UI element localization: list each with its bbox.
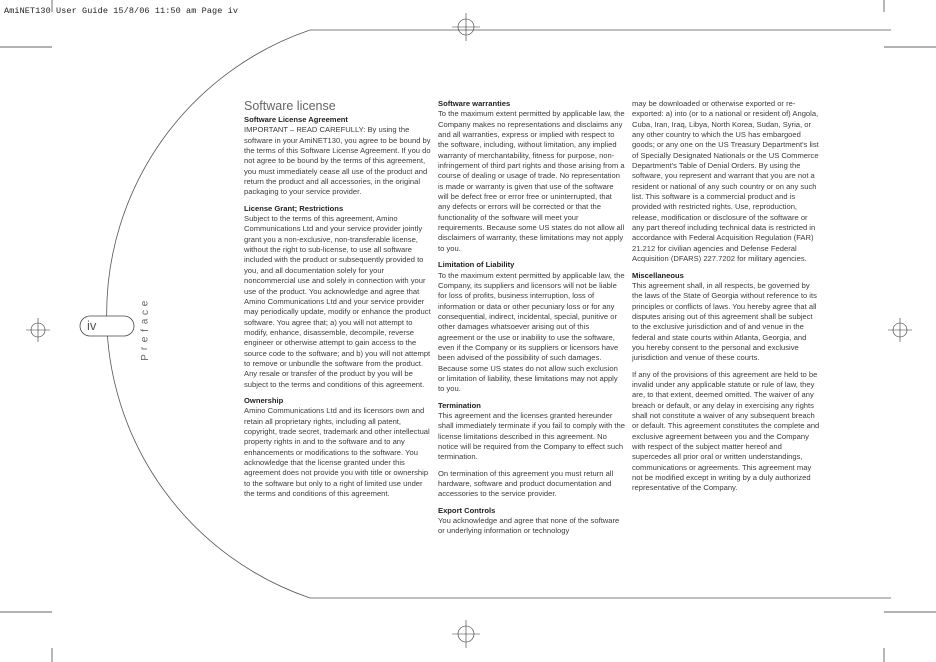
registration-target-left — [26, 318, 50, 342]
column-3 — [632, 99, 820, 500]
warranties-heading: Software warranties — [438, 99, 511, 108]
export-body-continued: may be downloaded or otherwise exported or re-exported: a) into (or to a national or resident of) Angola, Cuba, Iran, Iraq, Libya, North Korea, Sudan, Syria, or any other country to which the US has embargoed goods; or any one on the US Treasury Department's list of Specially Designated Nationals or the US Commerce Department's Table of Denial Orders. By using the software, you represent and warrant that you are not a resident or national of any such country or on any such list. This software is a commercial product and is provided with restricted rights. Use, reproduction, release, modification or disclosure of the software or any part thereof including technical data is restricted in accordance with Federal Acquisition Regulation (FAR) 21.212 for civilian agencies and Defense Federal Acquisition (DFARS) 227.7202 for military agencies. — [632, 99, 819, 264]
section-label-letter: e — [139, 336, 151, 343]
registration-target-bottom — [452, 620, 480, 648]
warranties-body: To the maximum extent permitted by applicable law, the Company makes no representations and disclaims any and all warranties, express or implied with respect to the software, including, without limitation, any implied warranty of merchantability, fitness for purpose, non-infringement of third part rights and those arising from a course of dealing or usage of trade. No representation is made or warranty is given that use of the software will be defect free or error free or uninterrupted, that any defects or errors will be corrected or that the functionality of the software will meet your requirements. Because some US states do not allow all disclaimers of warranty, these limitations may not apply to you. — [438, 109, 625, 253]
section-label-letter: P — [139, 354, 151, 361]
column-1 — [244, 99, 432, 505]
export-heading: Export Controls — [438, 505, 496, 515]
liability-heading: Limitation of Liability — [438, 260, 515, 270]
ownership-heading: Ownership — [244, 395, 284, 405]
ownership-body: Amino Communications Ltd and its licensors own and retain all proprietary rights, including all patent, copyright, trade secret, trademark and other intellectual property rights in and to the software and to any enhancements or modifications to the software. You acknowledge that the license granted under this agreement does not provide you with title or ownership to the software but only to a right of limited use under the terms and conditions of this agreement. — [244, 406, 430, 499]
termination-body-2: On termination of this agreement you must return all hardware, software and product documentation and accessories to the service provider. — [438, 468, 614, 499]
section-label-letter: c — [139, 310, 151, 315]
liability-body: To the maximum extent permitted by applicable law, the Company, its suppliers and licensors will not be liable for loss of profits, business interruption, loss of information or data or other pecuniary loss or for any consequential, indirect, incidental, special, punitive or other damages whatsoever arising out of this agreement or the use or inability to use the software, even if the Company or its suppliers or licensors have been advised of the possibility of such damages. Because some US states do not allow such exclusion or limitation of liability, these limitations may not apply to you. — [438, 270, 625, 394]
registration-target-top — [452, 13, 480, 41]
export-body-start: You acknowledge and agree that none of the software or underlying information or technology — [438, 516, 620, 536]
section-label-vertical — [138, 298, 152, 362]
section-label-letter: r — [139, 346, 151, 351]
license-heading: License Grant; Restrictions — [244, 203, 344, 213]
section-label-letter: f — [139, 329, 151, 332]
column-2 — [438, 99, 626, 543]
print-slug: AmiNET130 User Guide 15/8/06 11:50 am Page iv — [4, 6, 239, 16]
misc-body-1: This agreement shall, in all respects, be governed by the laws of the State of Georgia without reference to its principles or conflicts of laws. You hereby agree that all disputes arising out of this agreement shall be subject to the exclusive jurisdiction and of and venue in the federal and state courts within Atlanta, Georgia, and you hereby consent to the personal and exclusive jurisdiction and venue of these courts. — [632, 280, 817, 363]
page-number: iv — [87, 318, 97, 333]
termination-heading: Termination — [438, 400, 481, 410]
agreement-body: IMPORTANT – READ CAREFULLY: By using the software in your AmiNET130, you agree to be bound by the terms of this Software License Agreement. If you do not agree to be bound by the terms of this agreement, you must immediately cease all use of the product and return the product and all accessories, in the original packaging to your service provider. — [244, 125, 431, 197]
misc-body-2: If any of the provisions of this agreement are held to be invalid under any applicable statute or rule of law, they are, to that extent, deemed omitted. The waiver of any breach or default, or any delay in exercising any rights shall not constitute a waiver of any subsequent breach or default. This agreement constitutes the complete and exclusive agreement between you and the Company with respect of the subject matter hereof and supercedes all prior oral or written understandings, communications or agreements. This agreement may not be modified except in writing by a duly authorized representative of the Company. — [632, 369, 820, 493]
misc-heading: Miscellaneous — [632, 270, 684, 280]
license-body: Subject to the terms of this agreement, Amino Communications Ltd and your service provider jointly grant you a non-exclusive, non-transferable license, without the right to sub-license, to use all software included with the product or subsequently provided to you, and all documentation solely for your noncommercial use and solely in connection with your use of the product. You acknowledge and agree that Amino Communications Ltd and your service provider may periodically update, modify or enhance the product software. You agree that; a) you will not attempt to modify, enhance, disassemble, decompile, reverse engineer or otherwise attempt to gain access to the source code to the software; and b) you will not attempt to remove or unbundle the software from the product. Any resale or transfer of the product by you will be subject to the terms and conditions of this agreement. — [244, 214, 431, 389]
page-title: Software license — [244, 99, 336, 113]
section-label-letter: e — [139, 300, 151, 307]
registration-target-right — [888, 318, 912, 342]
termination-body-1: This agreement and the licenses granted hereunder shall immediately terminate if you fail to comply with the license limitations described in this agreement. No notice will be required from the Company to effect such termination. — [438, 410, 625, 462]
agreement-heading: Software License Agreement — [244, 115, 348, 124]
section-label-letter: a — [139, 318, 151, 325]
